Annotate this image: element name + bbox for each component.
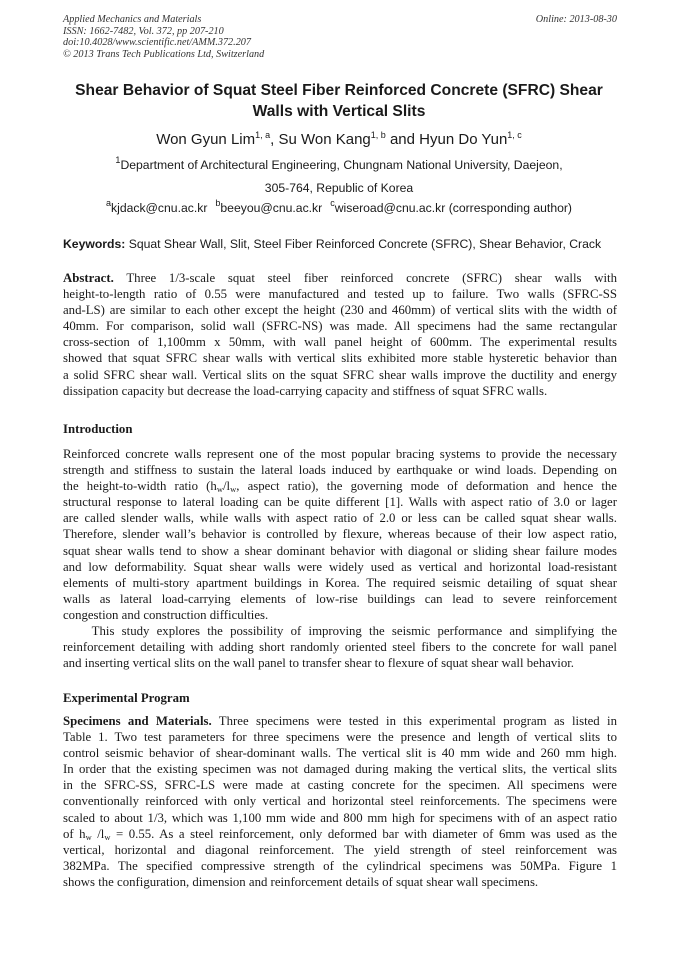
email-marker: c (330, 198, 335, 208)
author-affil-marker: 1, c (507, 130, 522, 140)
intro-line: walls as lateral load-carrying elements of low-rise buildings can lead to severe reinforcement (63, 591, 617, 606)
experimental-line: conventionally reinforced with only vertical and horizontal steel reinforcements. The specimens were (63, 794, 617, 809)
author-list (40, 130, 638, 150)
abstract-line: cross-section of 1,100mm x 50mm, with wall panel height of 600mm. The experimental results (63, 335, 617, 350)
abstract-line: height-to-length ratio of 0.55 were manufactured and tested up to failure. Two walls (SFRC-SS (63, 287, 617, 302)
experimental-body (63, 713, 617, 890)
section-heading-introduction: Introduction (63, 422, 133, 436)
intro-line: Reinforced concrete walls represent one of the most popular bracing systems to provide the necessary (63, 447, 617, 461)
author-name: Won Gyun Lim (156, 131, 256, 148)
journal-doi: doi:10.4028/www.scientific.net/AMM.372.207 (63, 37, 251, 49)
affiliation-text: Department of Architectural Engineering, Chungnam National University, Daejeon, (120, 158, 563, 172)
keywords-label: Keywords: (63, 237, 126, 251)
affiliation-line (40, 157, 638, 173)
abstract-line: a solid SFRC shear wall. Vertical slits on the squat SFRC shear walls improve the ductility and energy (63, 367, 617, 382)
intro-line: strength and stiffness to sustain the lateral loads induced by earthquake or wind loads. Depending on (63, 463, 617, 478)
intro-line: reinforcement detailing with adding short randomly oriented steel fibers to the concrete for wall panel (63, 640, 617, 655)
journal-header (63, 14, 617, 60)
email-marker: b (215, 198, 221, 208)
abstract-line: Abstract. Three 1/3-scale squat steel fiber reinforced concrete (SFRC) shear walls with (63, 271, 617, 285)
author-affil-marker: 1, b (370, 130, 386, 140)
experimental-line: 382MPa. The specified compressive strength of the cylindrical specimens was 50MPa. Figure 1 (63, 858, 617, 873)
intro-line: Therefore, slender wall’s behavior is controlled by flexure, whereas because of their low aspect ratio, (63, 527, 617, 542)
abstract-line: 40mm. For comparison, solid wall (SFRC-NS) was made. All specimens had the same rectangular (63, 319, 617, 334)
experimental-line: in the SFRC-SS, SFRC-LS were made at casting concrete for the specimen. All specimens were (63, 778, 617, 793)
paper-title (50, 80, 628, 122)
keywords (63, 236, 619, 252)
experimental-line: control seismic behavior of shear-dominant walls. The vertical slit is 40 mm wide and 260 mm high. (63, 746, 617, 761)
title-line: Shear Behavior of Squat Steel Fiber Reinforced Concrete (SFRC) Shear (75, 82, 603, 99)
email-line (40, 200, 638, 216)
intro-line: squat shear walls tend to show a shear dominant behavior with diagonal or sliding shear failure modes (63, 543, 617, 558)
abstract (63, 270, 617, 399)
author-name: Su Won Kang (278, 131, 371, 148)
author-affil-marker: 1, a (255, 130, 271, 140)
journal-issn: ISSN: 1662-7482, Vol. 372, pp 207-210 (63, 25, 224, 37)
experimental-line: In order that the existing specimen was not damaged during making the vertical slits, the vertical slits (63, 762, 617, 777)
abstract-line: dissipation capacity but decrease the load-carrying capacity and stiffness of squat SFRC walls. (63, 383, 548, 398)
experimental-line: Table 1. Two test parameters for three specimens were the presence and length of vertical slits to (63, 730, 617, 745)
abstract-line: showed that squat SFRC shear walls with vertical slits exhibited more stable hysteretic behavior than (63, 351, 617, 366)
experimental-line: scaled to about 1/3, which was 1,100 mm wide and 800 mm high for specimens with of an aspect ratio (63, 810, 617, 825)
intro-line: congestion and construction difficulties. (63, 607, 269, 622)
intro-line: structural response to lateral loading can be quite different [1]. Walls with aspect ratio of 3.0 or lager (63, 495, 617, 510)
author-separator: , (270, 131, 279, 148)
email-marker: a (106, 198, 112, 208)
journal-copyright: © 2013 Trans Tech Publications Ltd, Switzerland (63, 48, 265, 60)
email-text: beeyou@cnu.ac.kr (220, 201, 323, 215)
author-conjunction: and (385, 131, 420, 148)
experimental-line: shows the configuration, dimension and reinforcement details of squat shear wall specimens. (63, 874, 539, 889)
subsection-label: Specimens and Materials. (63, 714, 212, 728)
intro-line: are called slender walls, while walls with aspect ratio of 2.0 or less can be called squat shear walls. (63, 511, 617, 526)
abstract-line: and-LS) are similar to each other except the height (230 and 460mm) of vertical slits with the width of (63, 303, 617, 318)
online-date: Online: 2013-08-30 (535, 14, 617, 25)
intro-line: This study explores the possibility of improving the seismic performance and simplifying the (63, 624, 617, 639)
intro-line: the height-to-width ratio ($h_w/l_w$, aspect ratio), the governing mode of deformation and hence the (63, 479, 617, 495)
keywords-text: Squat Shear Wall, Slit, Steel Fiber Reinforced Concrete (SFRC), Shear Behavior, Crack (125, 237, 602, 251)
intro-line: and inserting vertical slits on the wall panel to transfer shear to flexure of squat shear wall behavior. (63, 656, 575, 671)
abstract-label: Abstract. (63, 271, 114, 285)
affiliation-line: 305-764, Republic of Korea (264, 181, 414, 195)
intro-line: and low deformability. Squat shear walls were widely used as vertical and horizontal load-resistant (63, 559, 617, 574)
affiliation-marker: 1 (115, 155, 121, 165)
introduction-body (63, 446, 617, 671)
journal-name: Applied Mechanics and Materials (63, 14, 202, 25)
experimental-line: of $h_w$ $/l_w = 0.55$. As a steel reinforcement, only deformed bar with diameter of 6mm was used as the (63, 826, 617, 842)
author-name: Hyun Do Yun (419, 131, 508, 148)
email-text: wiseroad@cnu.ac.kr (corresponding author) (334, 201, 572, 215)
experimental-line: vertical, horizontal and diagonal reinforcement. The yield strength of steel reinforcement was (63, 842, 617, 857)
email-text: kjdack@cnu.ac.kr (111, 201, 208, 215)
title-line: Walls with Vertical Slits (252, 103, 426, 120)
experimental-line: Specimens and Materials. Three specimens were tested in this experimental program as listed in (63, 714, 617, 728)
intro-line: elements of multi-story apartment buildings in Korea. The required seismic detailing of squat shear (63, 575, 617, 590)
section-heading-experimental-program: Experimental Program (63, 691, 190, 705)
